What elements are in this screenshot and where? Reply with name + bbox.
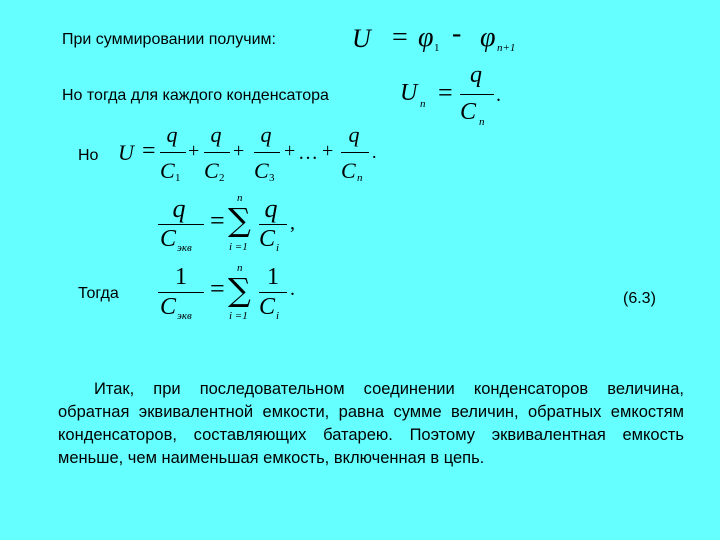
slide: При суммировании получим: U = φ 1 - φ n+1 Но тогда для каждого конденсатора U n = q C n . Но U = q C 1 + q C 2 + q C 3 + … + q C n . q C экв = n ∑ i =1 q C i , Тогда 1 C экв = n ∑ i =1 1 C i . (6.3) Итак, при последовательном соединении конденсаторов величина, обратная эквивалентной емкости, равна сумме величин, обратных емкостям конденсаторов, составляющих батарею. Поэтому эквивалентная емкость меньше, чем наименьшая емкость, включенная в цепь. [0, 0, 720, 540]
fraction-bar [259, 292, 287, 293]
fraction-bar [204, 152, 230, 153]
fraction-bar [341, 152, 369, 153]
fraction-bar [158, 224, 204, 225]
fraction-bar [259, 224, 287, 225]
then-label: Тогда [78, 285, 119, 302]
fraction-bar [254, 152, 280, 153]
sigma-sign: ∑ [228, 271, 251, 309]
each-capacitor-label: Но тогда для каждого конденсатора [62, 87, 329, 104]
sum-result-label: При суммировании получим: [62, 31, 276, 48]
equation-number: (6.3) [623, 290, 656, 307]
sigma-sign: ∑ [228, 201, 251, 239]
fraction-bar [160, 152, 186, 153]
conclusion-paragraph: Итак, при последовательном соединении конденсаторов величина, обратная эквивалентной емкости, равна сумме величин, обратных емкостям конденсаторов, составляющих батарею. Поэтому эквивалентная емкость меньше, чем наименьшая емкость, включенная в цепь. [58, 380, 684, 467]
fraction-bar [460, 94, 494, 95]
fraction-bar [158, 292, 204, 293]
but-label: Но [78, 147, 99, 164]
